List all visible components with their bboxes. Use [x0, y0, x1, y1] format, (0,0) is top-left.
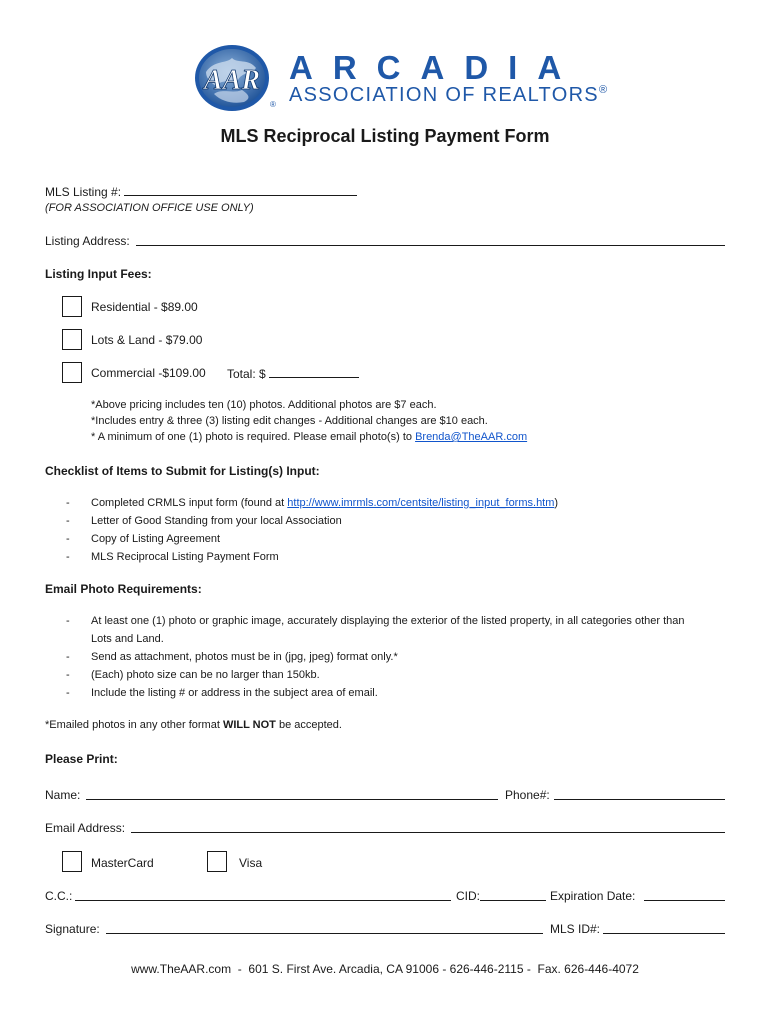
expiration-label: Expiration Date:: [550, 889, 636, 903]
org-name: ARCADIA: [289, 49, 582, 86]
bullet-dash: -: [66, 533, 70, 545]
logo: [192, 42, 276, 114]
photo-req-1-line2: Lots and Land.: [91, 633, 164, 645]
bullet-dash: -: [66, 497, 70, 509]
listing-address-label: Listing Address:: [45, 234, 130, 248]
email-label: Email Address:: [45, 821, 126, 835]
bullet-dash: -: [66, 687, 70, 699]
lots-land-checkbox[interactable]: [62, 329, 82, 350]
photo-footnote-prefix: *Emailed photos in any other format: [45, 719, 223, 731]
mls-listing-label: MLS Listing #:: [45, 185, 122, 199]
checklist-heading: Checklist of Items to Submit for Listing(s) Input:: [45, 464, 320, 478]
bullet-dash: -: [66, 615, 70, 627]
total-field[interactable]: [269, 365, 359, 378]
signature-field[interactable]: [106, 933, 543, 934]
fees-heading: Listing Input Fees:: [45, 267, 152, 281]
office-use-note: (FOR ASSOCIATION OFFICE USE ONLY): [45, 202, 254, 214]
cc-field[interactable]: [75, 900, 451, 901]
org-subtitle: ASSOCIATION OF REALTORS: [289, 84, 599, 106]
signature-label: Signature:: [45, 922, 100, 936]
crmls-link[interactable]: http://www.imrmls.com/centsite/listing_input_forms.htm: [287, 497, 555, 509]
cc-label: C.C.:: [45, 889, 73, 903]
mls-listing-row: [45, 183, 357, 200]
visa-label: Visa: [239, 856, 263, 870]
mastercard-label: MasterCard: [91, 856, 154, 870]
mastercard-checkbox[interactable]: [62, 851, 82, 872]
fee-note-1: *Above pricing includes ten (10) photos. Additional photos are $7 each.: [91, 399, 437, 411]
checklist-item-payment-form: MLS Reciprocal Listing Payment Form: [91, 551, 279, 563]
photo-req-3: (Each) photo size can be no larger than 150kb.: [91, 669, 320, 681]
bullet-dash: -: [66, 651, 70, 663]
photo-reqs-heading: Email Photo Requirements:: [45, 582, 202, 596]
photo-req-4: Include the listing # or address in the subject area of email.: [91, 687, 378, 699]
name-label: Name:: [45, 788, 81, 802]
cid-label: CID:: [456, 889, 480, 903]
checklist-item-crmls-suffix: ): [554, 497, 559, 509]
total-row: [227, 365, 359, 382]
visa-checkbox[interactable]: [207, 851, 227, 872]
org-registered-mark: ®: [598, 84, 608, 96]
mls-listing-field[interactable]: [124, 183, 357, 196]
checklist-item-agreement: Copy of Listing Agreement: [91, 533, 221, 545]
mls-id-label: MLS ID#:: [550, 922, 601, 936]
lots-land-label: Lots & Land - $79.00: [91, 333, 203, 347]
photo-footnote: [45, 717, 342, 733]
residential-checkbox[interactable]: [62, 296, 82, 317]
checklist-item-crmls-text: Completed CRMLS input form (found at: [91, 497, 288, 509]
svg-text:AAR: AAR: [203, 65, 261, 96]
fee-note-2: *Includes entry & three (3) listing edit changes - Additional changes are $10 each.: [91, 415, 488, 427]
photo-footnote-suffix: be accepted.: [275, 719, 342, 731]
phone-field[interactable]: [554, 799, 725, 800]
commercial-checkbox[interactable]: [62, 362, 82, 383]
email-link[interactable]: Brenda@TheAAR.com: [415, 431, 528, 443]
footer-contact: www.TheAAR.com - 601 S. First Ave. Arcadia, CA 91006 - 626-446-2115 - Fax. 626-446-4072: [131, 962, 639, 976]
cid-field[interactable]: [480, 900, 546, 901]
commercial-label: Commercial -$109.00: [91, 366, 206, 380]
checklist-item-good-standing: Letter of Good Standing from your local Association: [91, 515, 342, 527]
photo-footnote-bold: WILL NOT: [222, 719, 276, 731]
print-heading: Please Print:: [45, 752, 118, 766]
expiration-field[interactable]: [644, 900, 725, 901]
logo-registered-mark: ®: [270, 100, 276, 109]
globe-seal-icon: [192, 42, 276, 114]
residential-label: Residential - $89.00: [91, 300, 198, 314]
fee-note-3-text: * A minimum of one (1) photo is required. Please email photo(s) to: [91, 431, 412, 443]
org-subtitle-wrap: [289, 84, 607, 107]
bullet-dash: -: [66, 669, 70, 681]
photo-req-2: Send as attachment, photos must be in (jpg, jpeg) format only.*: [91, 651, 398, 663]
mls-id-field[interactable]: [603, 933, 725, 934]
listing-address-field[interactable]: [136, 245, 725, 246]
email-field[interactable]: [131, 832, 725, 833]
page-title: MLS Reciprocal Listing Payment Form: [220, 126, 550, 146]
total-label: Total: $: [227, 367, 266, 381]
bullet-dash: -: [66, 551, 70, 563]
fee-note-3: [91, 429, 527, 445]
bullet-dash: -: [66, 515, 70, 527]
phone-label: Phone#:: [505, 788, 550, 802]
photo-req-1-line1: At least one (1) photo or graphic image, accurately displaying the exterior of the listed property, in all categories other than: [91, 615, 685, 627]
checklist-item-crmls: [91, 495, 558, 511]
name-field[interactable]: [86, 799, 498, 800]
